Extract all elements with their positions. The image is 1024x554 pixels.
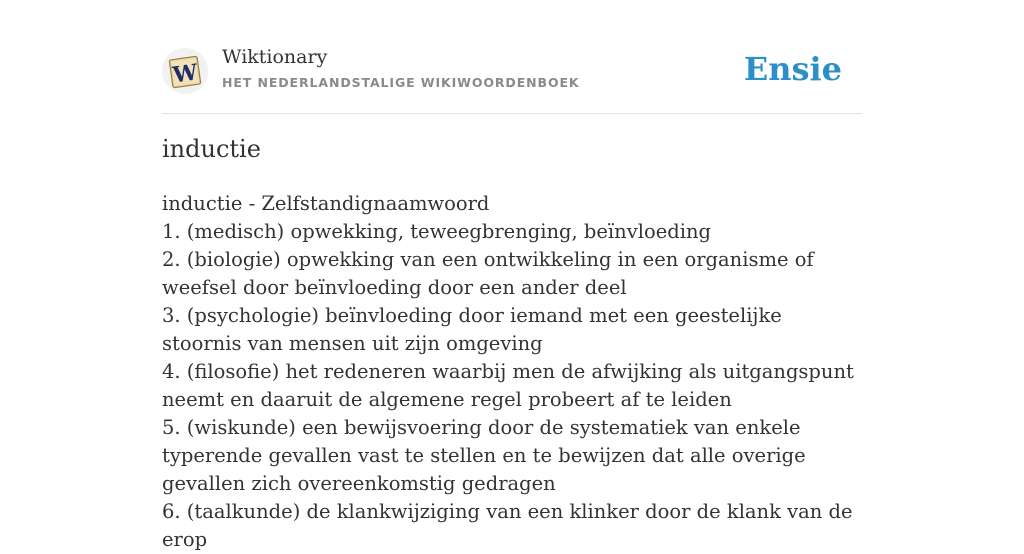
entry-heading: inductie - Zelfstandignaamwoord bbox=[162, 192, 490, 215]
brand-subtitle: HET NEDERLANDSTALIGE WIKIWOORDENBOEK bbox=[222, 75, 580, 90]
site-logo[interactable]: Ensie bbox=[743, 50, 842, 88]
brand-name[interactable]: Wiktionary bbox=[222, 46, 328, 68]
definition-item: 2. (biologie) opwekking van een ontwikkeling in een organisme of weefsel door beïnvloeding door een ander deel bbox=[162, 248, 814, 299]
definition-item: 1. (medisch) opwekking, teweegbrenging, beïnvloeding bbox=[162, 220, 712, 243]
definition-item: 4. (filosofie) het redeneren waarbij men de afwijking als uitgangspunt neemt en daaruit de algemene regel probeert af te leiden bbox=[162, 360, 854, 411]
header-divider bbox=[162, 113, 862, 114]
source-header bbox=[162, 44, 862, 96]
page-title: inductie bbox=[162, 135, 261, 163]
definition-body bbox=[162, 190, 862, 554]
logo-letter: W bbox=[171, 59, 200, 89]
definition-item: 3. (psychologie) beïnvloeding door iemand met een geestelijke stoornis van mensen uit zijn omgeving bbox=[162, 304, 782, 355]
definition-item: 5. (wiskunde) een bewijsvoering door de systematiek van enkele typerende gevallen vast te stellen en te bewijzen dat alle overige gevallen zich overeenkomstig gedragen bbox=[162, 416, 806, 495]
wiktionary-logo-icon[interactable] bbox=[162, 48, 208, 94]
definition-item: 6. (taalkunde) de klankwijziging van een klinker door de klank van de erop bbox=[162, 500, 853, 551]
